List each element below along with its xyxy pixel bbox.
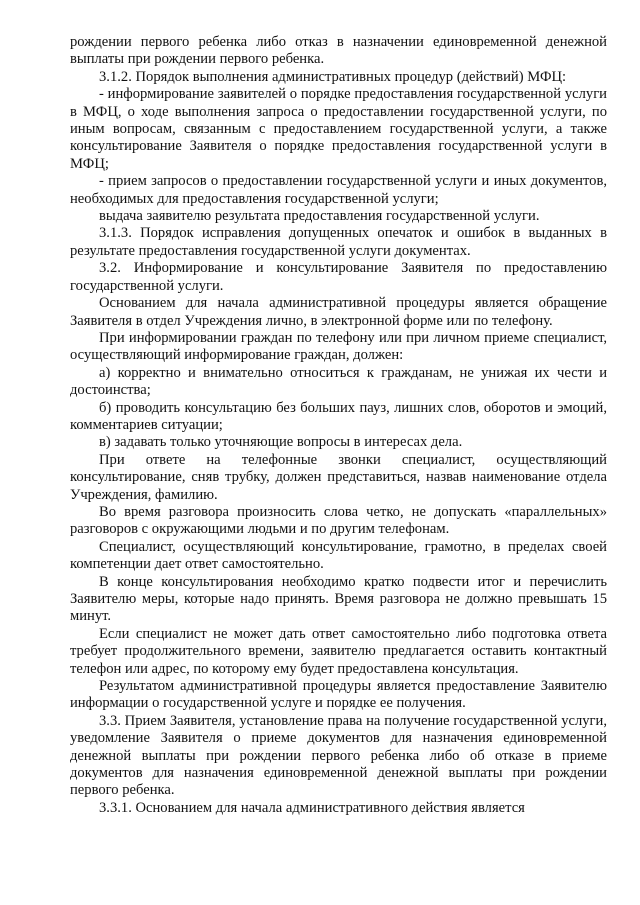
paragraph-3-3-heading: 3.3. Прием Заявителя, установление права на получение государственной услуги, уведомление Заявителя о приеме документов для назначения единовременной денежной выплаты при рождении первого ребенка либо об отказе в приеме документов для назначения единовременной денежной выплаты при рождении первого ребенка. [70, 712, 607, 799]
paragraph-rule-c: в) задавать только уточняющие вопросы в интересах дела. [99, 434, 463, 451]
paragraph-3-1-3: 3.1.3. Порядок исправления допущенных опечаток и ошибок в выданных в результате предоставления государственной услуги документах. [70, 225, 607, 259]
paragraph-continuation: рождении первого ребенка либо отказ в назначении единовременной денежной выплаты при рождении первого ребенка. [70, 34, 607, 68]
paragraph-conversation: Во время разговора произносить слова четко, не допускать «параллельных» разговоров с окружающими людьми и по другим телефонам. [70, 503, 607, 538]
paragraph-mfc-informing: - информирование заявителей о порядке предоставления государственной услуги в МФЦ, о ходе выполнения запроса о предоставлении государственной услуги, по иным вопросам, связанным с предоставлением государственной услуги, а также консультирование Заявителя о порядке предоставления государственной услуги в МФЦ; [70, 86, 607, 172]
paragraph-informing-rules: При информировании граждан по телефону или при личном приеме специалист, осуществляющий информирование граждан, должен: [70, 329, 607, 364]
paragraph-mfc-receiving: - прием запросов о предоставлении государственной услуги и иных документов, необходимых для предоставления государственной услуги; [70, 173, 607, 207]
paragraph-phone-answer: При ответе на телефонные звонки специалист, осуществляющий консультирование, сняв трубку, должен представиться, назвав наименование отдела Учреждения, фамилию. [70, 451, 607, 503]
paragraph-specialist-answer: Специалист, осуществляющий консультирование, грамотно, в пределах своей компетенции дает ответ самостоятельно. [70, 538, 607, 573]
paragraph-rule-a: а) корректно и внимательно относиться к гражданам, не унижая их чести и достоинства; [70, 364, 607, 399]
paragraph-procedure-result: Результатом административной процедуры является предоставление Заявителю информации о государственной услуге и порядке ее получения. [70, 678, 607, 712]
paragraph-rule-b: б) проводить консультацию без больших пауз, лишних слов, оборотов и эмоций, комментариев ситуации; [70, 399, 607, 433]
paragraph-consultation-end: В конце консультирования необходимо кратко подвести итог и перечислить Заявителю меры, которые надо принять. Время разговора не должно превышать 15 минут. [70, 573, 607, 625]
paragraph-3-2-heading: 3.2. Информирование и консультирование Заявителя по предоставлению государственной услуги. [70, 260, 607, 294]
paragraph-procedure-basis: Основанием для начала административной процедуры является обращение Заявителя в отдел Учреждения лично, в электронной форме или по телефону. [70, 295, 607, 329]
paragraph-3-3-1: 3.3.1. Основанием для начала административного действия является [99, 799, 525, 816]
paragraph-3-1-2-heading: 3.1.2. Порядок выполнения административных процедур (действий) МФЦ: [99, 68, 567, 85]
document-page [70, 34, 607, 817]
paragraph-deferred-answer: Если специалист не может дать ответ самостоятельно либо подготовка ответа требует продолжительного времени, заявителю предлагается оставить контактный телефон или адрес, по которому ему будет предоставлена консультация. [70, 625, 607, 677]
paragraph-mfc-issuing: выдача заявителю результата предоставления государственной услуги. [99, 208, 540, 225]
